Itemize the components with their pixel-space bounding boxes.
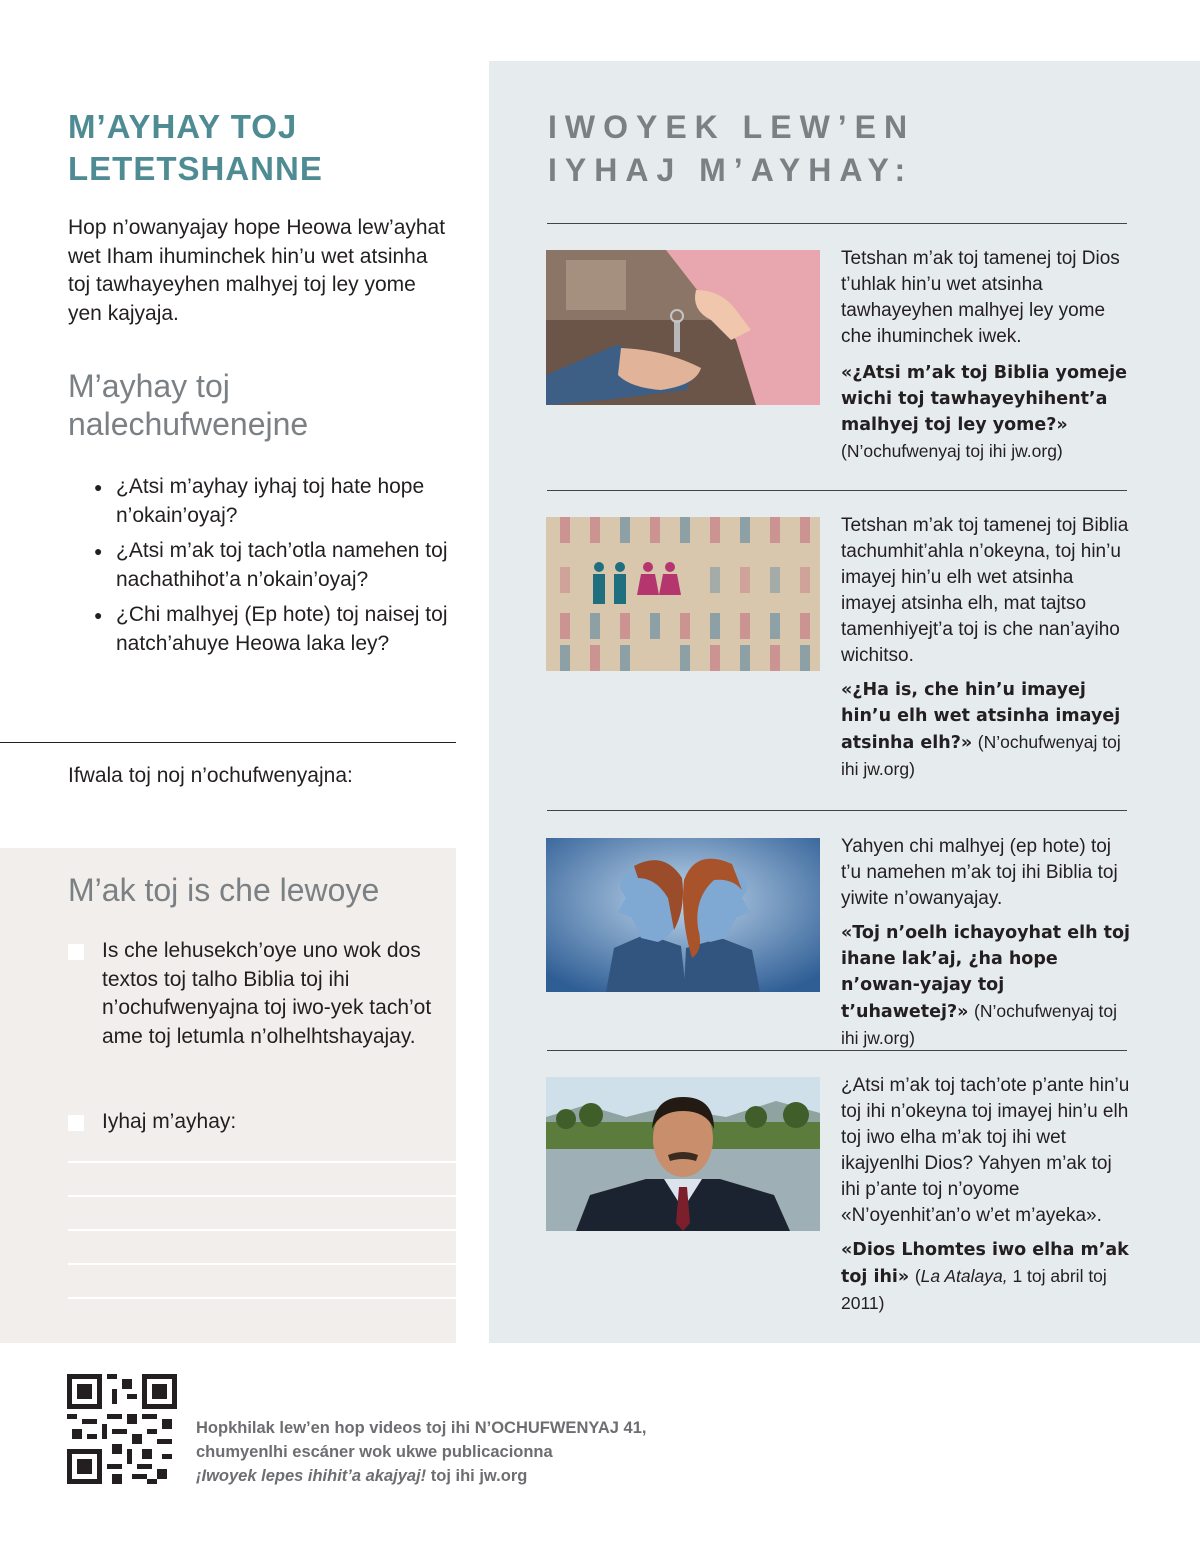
entry-3-quote-title: «Toj n’oelh ichayoyhat elh toj ihane lak’aj, ¿ha hope n’owan-yajay toj t’uhawetej?»: [841, 923, 1131, 1022]
write-line: [68, 1229, 456, 1231]
page-title: M’AYHAY TOJ LETETSHANNE: [68, 108, 323, 187]
entry-4-source: 1 toj abril toj 2011): [841, 1266, 1107, 1313]
more-questions-heading: IWOYEK LEW’EN IYHAJ M’AYHAY:: [548, 109, 916, 188]
question-item: ● ¿Atsi m’ayhay iyhaj toj hate hope n’okain’oyaj?: [94, 473, 464, 530]
footer-line-3-italic: ¡Iwoyek lepes ihihit’a akajyaj!: [196, 1467, 427, 1485]
entry-3-quote: [841, 920, 1131, 1052]
divider: [547, 1050, 1127, 1051]
checkbox[interactable]: [68, 944, 84, 960]
todo-item: Iyhaj m’ayhay:: [102, 1110, 237, 1133]
todo-heading: M’ak toj is che lewoye: [68, 872, 380, 908]
question-item: ● ¿Chi malhyej (Ep hote) toj naisej toj natch’ahuye Heowa laka ley?: [94, 601, 464, 658]
entry-3-source: (N’ochufwenyaj toj ihi jw.org): [841, 1001, 1118, 1048]
entry-4-quote: «Dios Lhomtes iwo elha m’ak toj ihi» (La Atalaya, 1 toj abril toj 2011): [841, 1240, 1129, 1313]
intro-text: Hop n’owanyajay hope Heowa lew’ayhat wet Iham ihuminchek hin’u wet atsinha toj tawhayeyhen malhyej toj ley yome yen kajyaja.: [68, 216, 446, 325]
todo-panel: [0, 848, 456, 1343]
divider: [0, 742, 456, 743]
entry-2-text: Tetshan m’ak toj tamenej toj Biblia tachumhit’ahla n’okeyna, toj hin’u imayej hin’u elh wet atsinha imayej atsinha elh, mat tajtso tamenhiyejt’a toj is che nan’ayiho wichitso.: [841, 515, 1129, 666]
questions-list: [94, 473, 464, 665]
entry-2-quote-title: «¿Ha is, che hin’u imayej hin’u elh wet atsinha imayej atsinha elh?»: [841, 680, 1121, 753]
next-discussion-label: Ifwala toj noj n’ochufwenyajna:: [68, 764, 353, 787]
entry-4-text: ¿Atsi m’ak toj tach’ote p’ante hin’u toj ihi n’okeyna toj imayej hin’u elh toj iwo elha m’ak toj ihi wet ikajyenlhi Dios? Yahyen m’ak toj ihi p’ante toj n’oyome «N’oyenhit’an’o w’et m’ayeka».: [841, 1075, 1130, 1226]
entry-1-source: (N’ochufwenyaj toj ihi jw.org): [841, 441, 1063, 461]
write-line: [68, 1263, 456, 1265]
entry-1-quote-title: «¿Atsi m’ak toj Biblia yomeje wichi toj tawhayeyhihent’a malhyej toj ley yome?»: [841, 363, 1127, 435]
questions-heading: M’ayhay toj nalechufwenejne: [68, 368, 309, 442]
entry-1-text: Tetshan m’ak toj tamenej toj Dios t’uhlak hin’u wet atsinha tawhayeyhen malhyej ley yome che ihuminchek iwek.: [841, 248, 1120, 347]
people-figures-pattern-image: [546, 517, 820, 671]
qr-code-icon[interactable]: [67, 1374, 177, 1484]
footer-line-1: Hopkhilak lew’en hop videos toj ihi N’OCHUFWENYAJ 41,: [196, 1419, 647, 1437]
entry-1-quote: [841, 360, 1131, 465]
entry-3-text: Yahyen chi malhyej (ep hote) toj t’u namehen m’ak toj ihi Biblia toj yiwite n’owanyajay.: [841, 836, 1118, 909]
todo-item: Is che lehusekch’oye uno wok dos textos toj talho Biblia toj ihi n’ochufwenyajna toj iwo-yek tach’ot ame toj letumla n’olhelhtshayajay.: [102, 939, 432, 1048]
entry-4-quote-title: «Dios Lhomtes iwo elha m’ak toj ihi»: [841, 1240, 1129, 1287]
footer-line-2: chumyenlhi escáner wok ukwe publicacionna: [196, 1443, 553, 1461]
man-portrait-image: [546, 1077, 820, 1231]
entry-4-source-publication: La Atalaya,: [920, 1266, 1008, 1286]
write-line: [68, 1195, 456, 1197]
divider: [547, 223, 1127, 224]
footer-note: [196, 1416, 716, 1488]
write-line: [68, 1161, 456, 1163]
write-line: [68, 1297, 456, 1299]
hands-passing-keys-image: [546, 250, 820, 405]
man-woman-silhouette-image: [546, 838, 820, 992]
question-item: ● ¿Atsi m’ak toj tach’otla namehen toj nachathihot’a n’okain’oyaj?: [94, 537, 464, 594]
entry-2-source: (N’ochufwenyaj toj ihi jw.org): [841, 732, 1121, 779]
checkbox[interactable]: [68, 1115, 84, 1131]
divider: [547, 810, 1127, 811]
entry-2-quote: [841, 677, 1131, 783]
divider: [547, 490, 1127, 491]
footer-line-3: toj ihi jw.org: [426, 1467, 528, 1485]
